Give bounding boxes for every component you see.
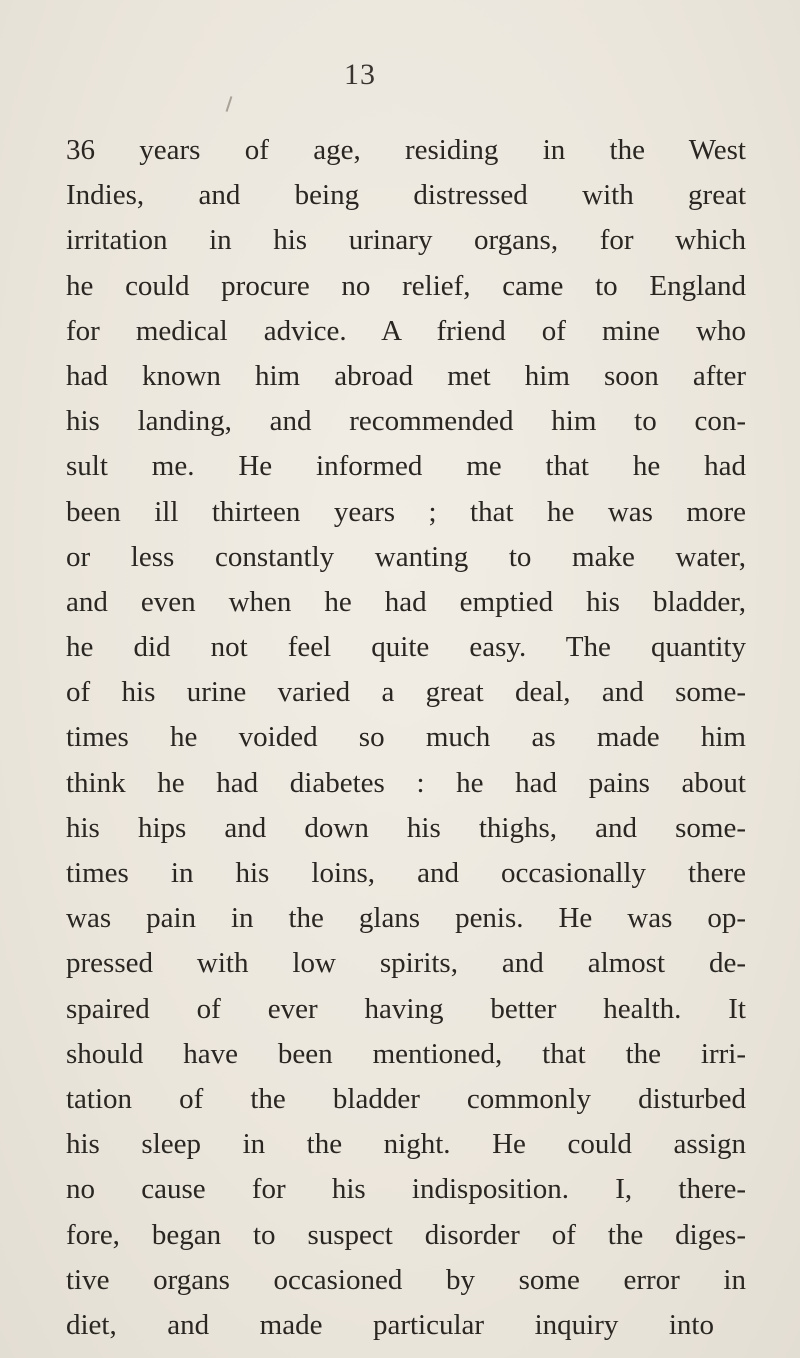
text-line: should have been mentioned, that the irri- <box>66 1037 746 1070</box>
text-line: been ill thirteen years ; that he was more <box>66 495 746 528</box>
text-line: or less constantly wanting to make water, <box>66 540 746 573</box>
page-number: 13 <box>344 58 376 91</box>
text-line: 36 years of age, residing in the West <box>66 134 746 166</box>
text-line: fore, began to suspect disorder of the diges- <box>66 1218 746 1251</box>
text-line: for medical advice. A friend of mine who <box>66 314 746 347</box>
text-line: pressed with low spirits, and almost de- <box>66 947 746 980</box>
stray-pencil-mark <box>226 96 233 112</box>
text-line: no cause for his indisposition. I, there- <box>66 1173 746 1206</box>
body-text <box>66 128 746 1348</box>
text-line: times in his loins, and occasionally there <box>66 857 746 889</box>
text-line: was pain in the glans penis. He was op- <box>66 902 746 935</box>
text-line: tation of the bladder commonly disturbed <box>66 1082 746 1115</box>
text-line: his hips and down his thighs, and some- <box>66 811 746 844</box>
text-line: think he had diabetes : he had pains about <box>66 766 746 799</box>
text-line: had known him abroad met him soon after <box>66 359 746 392</box>
text-line: he could procure no relief, came to England <box>66 269 746 302</box>
text-line: and even when he had emptied his bladder, <box>66 585 746 618</box>
text-line: tive organs occasioned by some error in <box>66 1263 746 1296</box>
text-line: Indies, and being distressed with great <box>66 179 746 212</box>
text-line: irritation in his urinary organs, for which <box>66 224 746 257</box>
text-line: he did not feel quite easy. The quantity <box>66 631 746 664</box>
text-line: his sleep in the night. He could assign <box>66 1128 746 1161</box>
text-line: times he voided so much as made him <box>66 721 746 754</box>
text-line: spaired of ever having better health. It <box>66 992 746 1025</box>
text-line: sult me. He informed me that he had <box>66 450 746 483</box>
text-line: his landing, and recommended him to con- <box>66 405 746 438</box>
text-line: of his urine varied a great deal, and some- <box>66 676 746 709</box>
text-line: diet, and made particular inquiry into <box>66 1308 714 1341</box>
